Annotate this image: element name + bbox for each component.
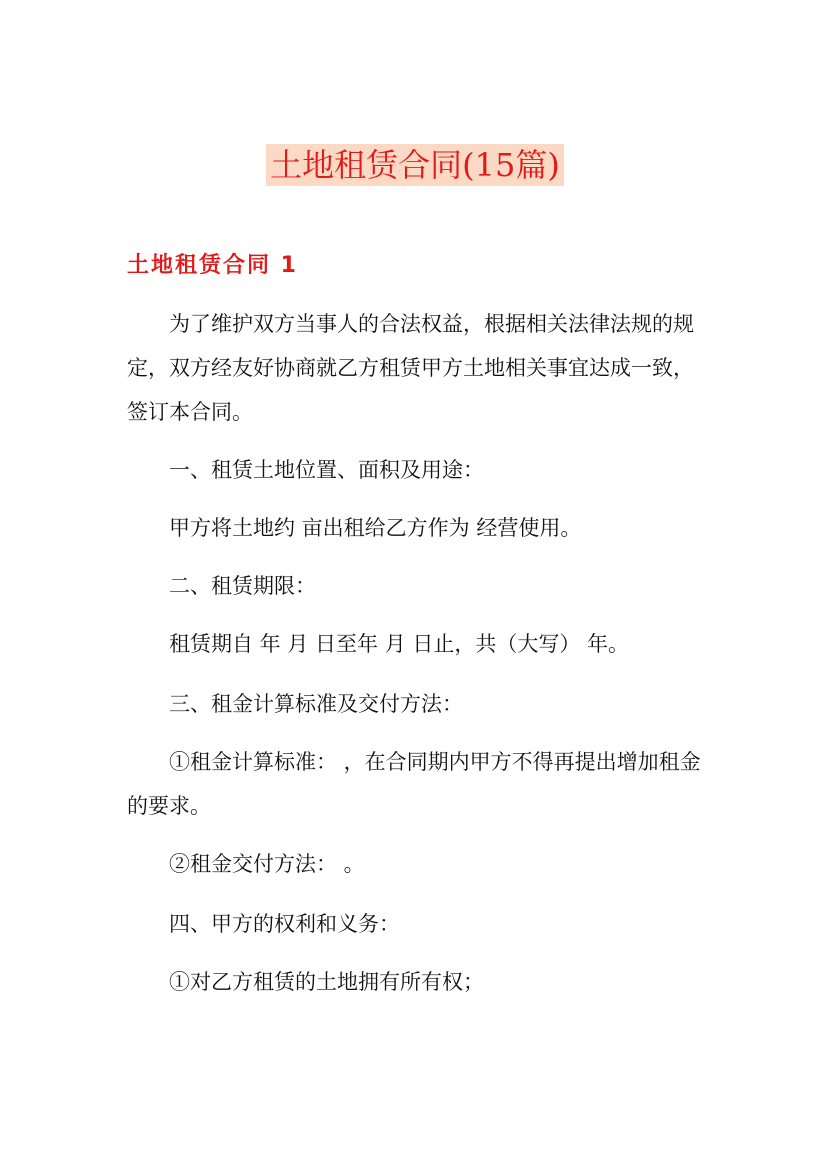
- paragraph-clause-3-heading: 三、租金计算标准及交付方法：: [169, 692, 463, 716]
- paragraph-ownership: ①对乙方租赁的土地拥有所有权；: [169, 970, 484, 994]
- paragraph-intro: 为了维护双方当事人的合法权益，根据相关法律法规的规定，双方经友好协商就乙方租赁甲方土地相关事宜达成一致，签订本合同。: [127, 312, 694, 424]
- paragraph-clause-2-heading: 二、租赁期限：: [169, 574, 316, 598]
- title-container: [0, 144, 830, 186]
- section-heading: 土地租赁合同 1: [127, 253, 298, 278]
- paragraph-lease-period: 租赁期自 年 月 日至年 月 日止，共（大写） 年。: [169, 632, 630, 656]
- paragraph-land-area: 甲方将土地约 亩出租给乙方作为 经营使用。: [169, 516, 582, 540]
- paragraph-rent-standard: ①租金计算标准： ，在合同期内甲方不得再提出增加租金的要求。: [127, 750, 701, 818]
- document-title: 土地租赁合同(15篇): [266, 144, 564, 186]
- paragraph-rent-payment: ②租金交付方法： 。: [169, 852, 365, 876]
- paragraph-clause-1-heading: 一、租赁土地位置、面积及用途：: [169, 458, 484, 482]
- paragraph-clause-4-heading: 四、甲方的权利和义务：: [169, 912, 400, 936]
